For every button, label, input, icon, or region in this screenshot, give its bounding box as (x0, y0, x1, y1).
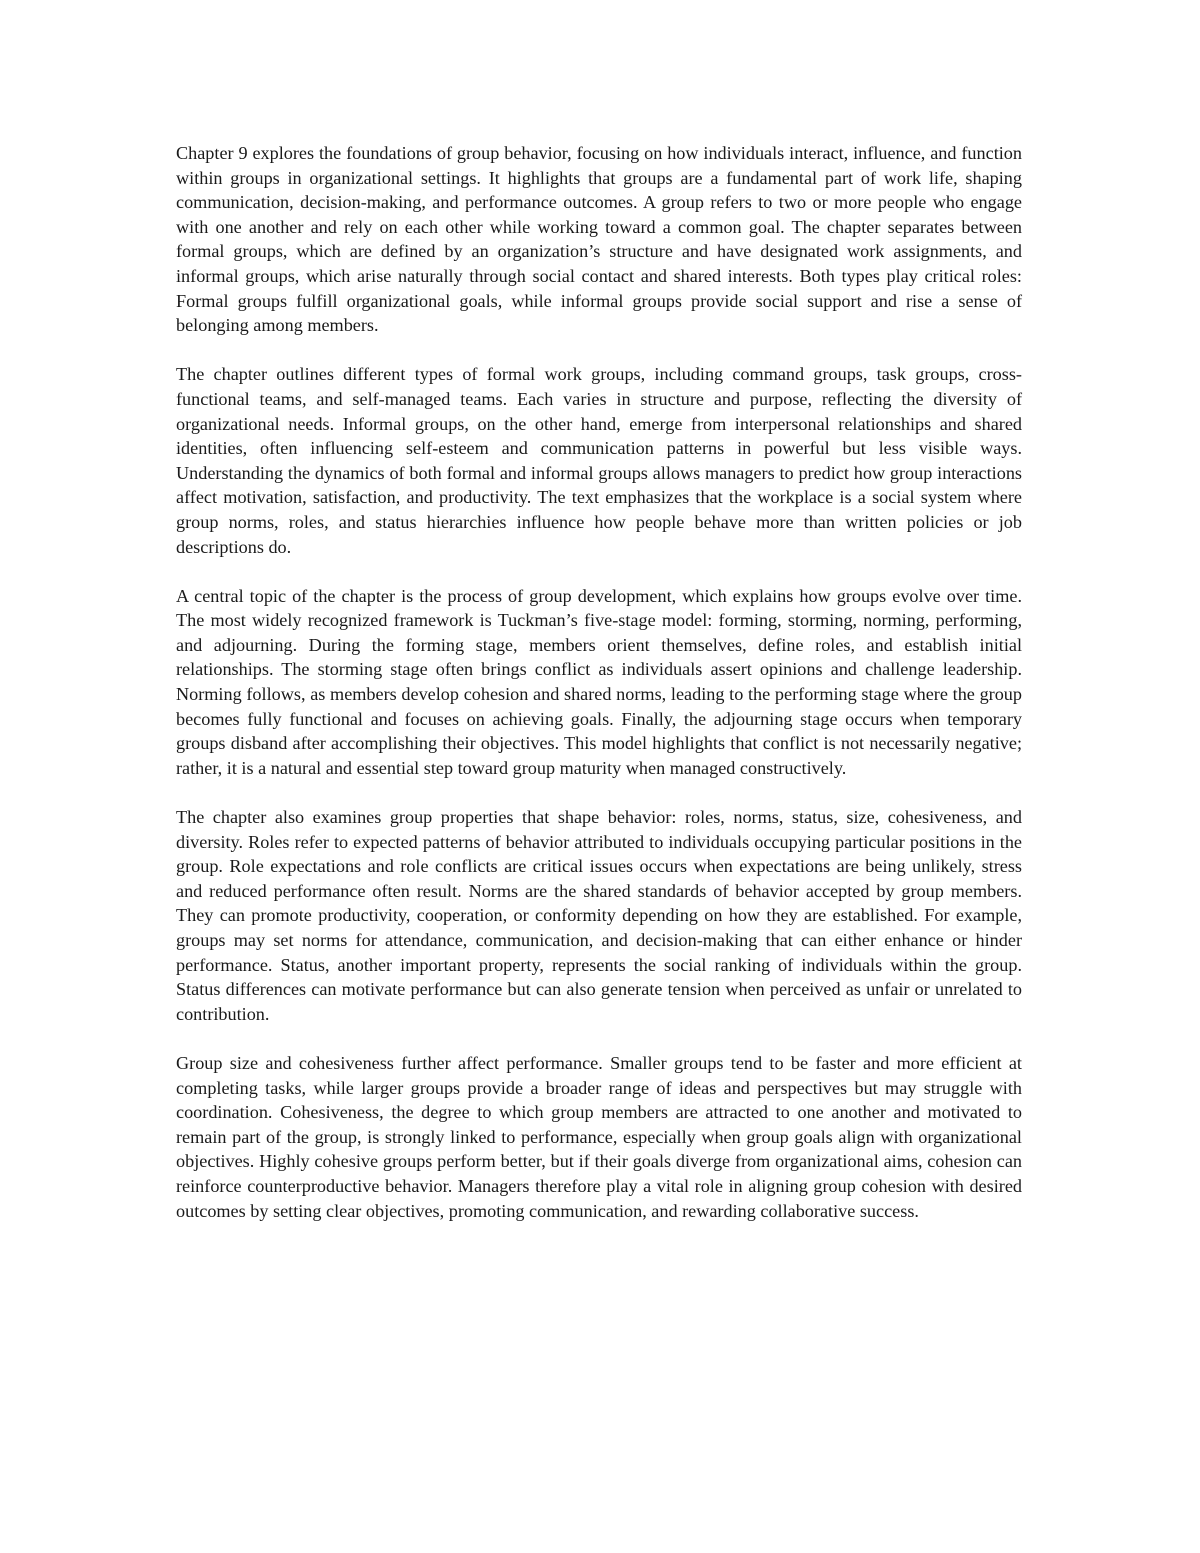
paragraph-3: A central topic of the chapter is the process of group development, which explains how groups evolve over time. The most widely recognized framework is Tuckman’s five-stage model: forming, storming, norming, performing, and adjourning. During the forming stage, members orient themselves, define roles, and establish initial relationships. The storming stage often brings conflict as individuals assert opinions and challenge leadership. Norming follows, as members develop cohesion and shared norms, leading to the performing stage where the group becomes fully functional and focuses on achieving goals. Finally, the adjourning stage occurs when temporary groups disband after accomplishing their objectives. This model highlights that conflict is not necessarily negative; rather, it is a natural and essential step toward group maturity when managed constructively. (176, 585, 1022, 778)
paragraph-4: The chapter also examines group properties that shape behavior: roles, norms, status, size, cohesiveness, and diversity. Roles refer to expected patterns of behavior attributed to individuals occupying particular positions in the group. Role expectations and role conflicts are critical issues occurs when expectations are being unlikely, stress and reduced performance often result. Norms are the shared standards of behavior accepted by group members. They can promote productivity, cooperation, or conformity depending on how they are established. For example, groups may set norms for attendance, communication, and decision-making that can either enhance or hinder performance. Status, another important property, represents the social ranking of individuals within the group. Status differences can motivate performance but can also generate tension when perceived as unfair or unrelated to contribution. (176, 807, 1022, 1024)
paragraph-1: Chapter 9 explores the foundations of group behavior, focusing on how individuals interact, influence, and function within groups in organizational settings. It highlights that groups are a fundamental part of work life, shaping communication, decision-making, and performance outcomes. A group refers to two or more people who engage with one another and rely on each other while working toward a common goal. The chapter separates between formal groups, which are defined by an organization’s structure and have designated work assignments, and informal groups, which arise naturally through social contact and shared interests. Both types play critical roles: Formal groups fulfill organizational goals, while informal groups provide social support and rise a sense of belonging among members. (176, 143, 1022, 336)
document-body (176, 141, 1022, 1248)
paragraph-2: The chapter outlines different types of formal work groups, including command groups, task groups, cross-functional teams, and self-managed teams. Each varies in structure and purpose, reflecting the diversity of organizational needs. Informal groups, on the other hand, emerge from interpersonal relationships and shared identities, often influencing self-esteem and communication patterns in powerful but less visible ways. Understanding the dynamics of both formal and informal groups allows managers to predict how group interactions affect motivation, satisfaction, and productivity. The text emphasizes that the workplace is a social system where group norms, roles, and status hierarchies influence how people behave more than written policies or job descriptions do. (176, 364, 1022, 557)
paragraph-5: Group size and cohesiveness further affect performance. Smaller groups tend to be faster and more efficient at completing tasks, while larger groups provide a broader range of ideas and perspectives but may struggle with coordination. Cohesiveness, the degree to which group members are attracted to one another and motivated to remain part of the group, is strongly linked to performance, especially when group goals align with organizational objectives. Highly cohesive groups perform better, but if their goals diverge from organizational aims, cohesion can reinforce counterproductive behavior. Managers therefore play a vital role in aligning group cohesion with desired outcomes by setting clear objectives, promoting communication, and rewarding collaborative success. (176, 1052, 1022, 1221)
